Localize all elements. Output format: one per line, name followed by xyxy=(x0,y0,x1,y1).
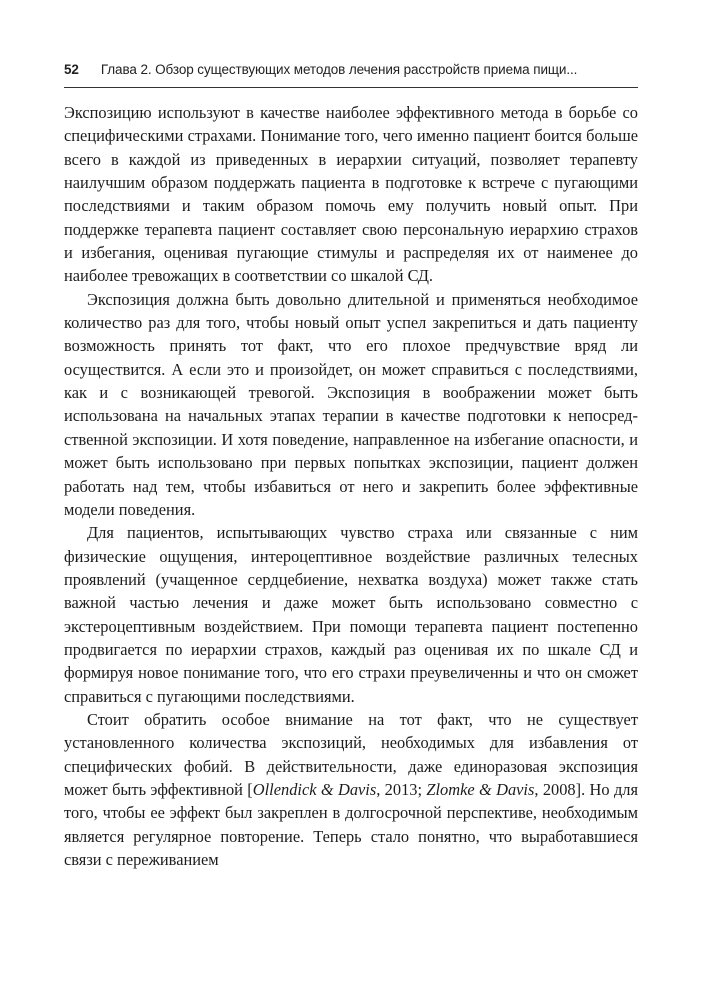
header-rule xyxy=(64,87,638,88)
paragraph-1: Экспозицию используют в качестве наиболее эффективного метода в борьбе со специфическими страхами. Понимание того, чего именно пациент боится больше всего в каждой из приведенных в иерархии ситуаций, позволяет терапевту наилучшим образом поддержать пациента в подготовке к встрече с пугающими последствиями и таким образом помочь ему получить новый опыт. При поддержке терапевта пациент составляет свою персональную иерархию страхов и избегания, оценивая пугающие стимулы и распределяя их от наименее до наиболее тревожащих в соответствии со шкалой СД. xyxy=(64,103,638,286)
paragraph-4-text-before: Стоит обратить особое внимание на тот факт, что не существует установленного количества экспозиций, необходимых для избавления от специфических фобий. В действительности, даже единоразовая экспозиция может быть эффективной [ xyxy=(64,709,638,799)
paragraph-4-text-mid: , 2013; xyxy=(376,779,427,799)
citation-ollendick-davis: Ollendick & Davis xyxy=(252,779,377,799)
body-text xyxy=(64,101,638,871)
paragraph-2: Экспозиция должна быть довольно длительной и применяться необходимое количество раз для того, чтобы новый опыт успел закрепиться и дать пациенту возможность принять тот факт, что его плохое предчувствие вряд ли осуществится. А если это и произойдет, он может справиться с последствиями, как и с возникающей тревогой. Экспозиция в воображении может быть использована на начальных этапах терапии в качестве подготовки к непосредственной экспозиции. И хотя поведение, направленное на избегание опасности, и может быть использовано при первых попытках экспозиции, пациент должен работать над тем, чтобы избавиться от него и закрепить более эффективные модели поведения. xyxy=(64,289,638,519)
chapter-title: Глава 2. Обзор существующих методов лечения расстройств приема пищи... xyxy=(100,62,578,77)
paragraph-3: Для пациентов, испытывающих чувство страха или связанные с ним физические ощущения, интероцептивное воздействие различных телесных проявлений (учащенное сердцебиение, нехватка воздуха) может также стать важной частью лечения и даже может быть использовано совместно с экстероцептивным воздействием. При помощи терапевта пациент постепенно продвигается по иерархии страхов, каждый раз оценивая их по шкале СД и формируя новое понимание того, что его страхи преувеличенны и что он сможет справиться с пугающими последствиями. xyxy=(64,523,638,706)
paragraph-4-text-after: , 2008]. Но для того, чтобы ее эффект был закреплен в долгосрочной перспективе, необходимым является регулярное повторение. Теперь стало понятно, что выработавшиеся связи с переживанием xyxy=(64,779,638,869)
running-head xyxy=(64,62,638,84)
paragraph-4 xyxy=(64,708,638,871)
page-number: 52 xyxy=(64,62,79,77)
citation-zlomke-davis: Zlomke & Davis xyxy=(426,779,535,799)
